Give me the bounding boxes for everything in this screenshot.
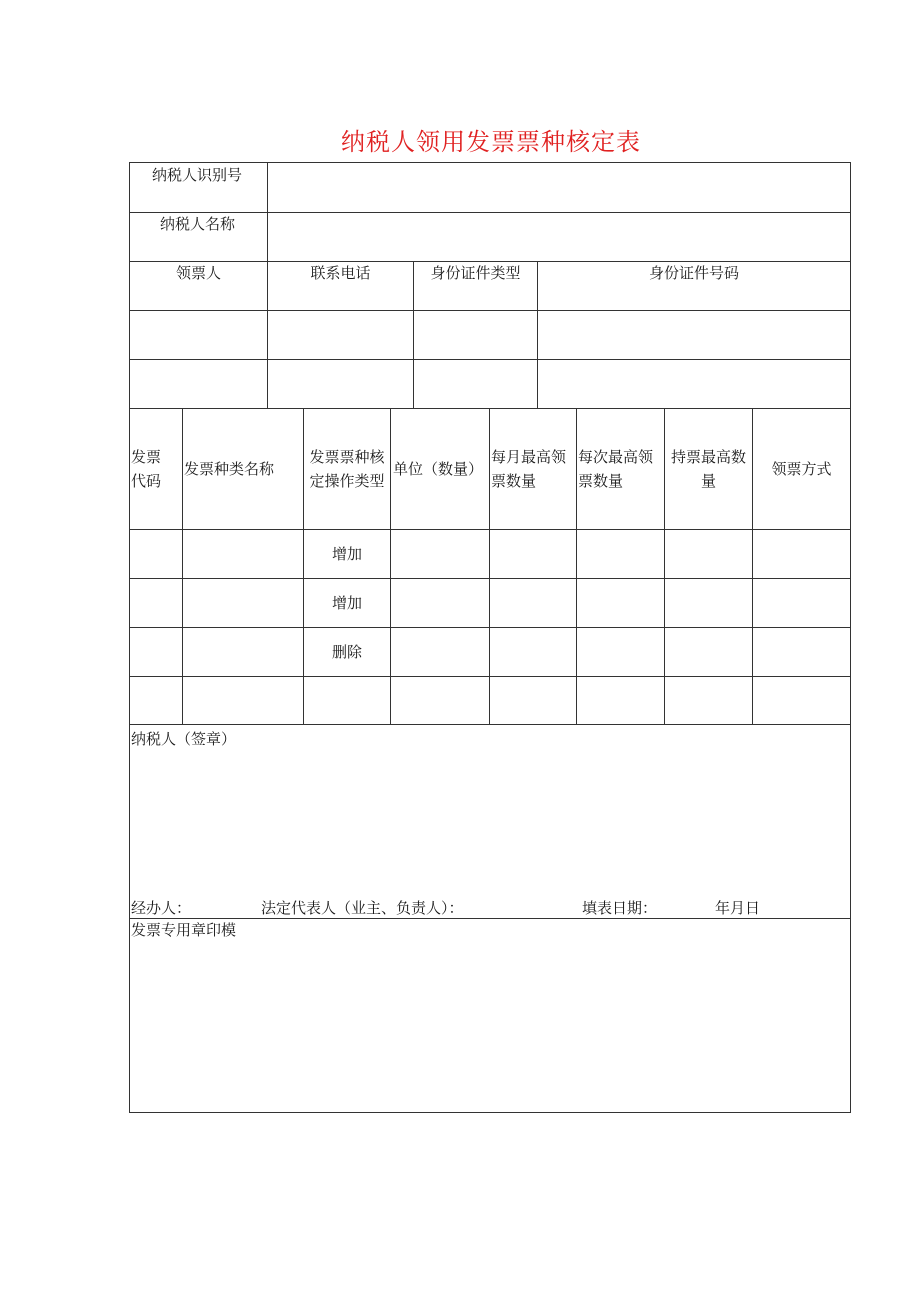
row-divider	[130, 724, 850, 725]
hold-max-header-line2: 量	[700, 472, 716, 490]
date-units-label: 年月日	[715, 899, 761, 917]
operation-cell: 增加	[331, 545, 362, 563]
phone-header: 联系电话	[310, 264, 371, 282]
taxpayer-id-label: 纳税人识别号	[152, 166, 243, 184]
col-divider	[489, 408, 490, 724]
operation-cell: 增加	[331, 594, 362, 612]
col-divider	[390, 408, 391, 724]
id-number-header: 身份证件号码	[648, 264, 739, 282]
row-divider	[130, 212, 850, 213]
invoice-code-header-line1: 发票	[131, 448, 162, 466]
recipient-header: 领票人	[175, 264, 221, 282]
legal-rep-label: 法定代表人（业主、负责人）：	[261, 899, 464, 917]
col-divider	[576, 408, 577, 724]
each-max-header-line1: 每次最高领	[578, 448, 654, 466]
id-type-header: 身份证件类型	[430, 264, 521, 282]
operation-header-line1: 发票票种核	[309, 448, 385, 466]
seal-section-label: 发票专用章印模	[131, 921, 237, 939]
col-divider	[752, 408, 753, 724]
form-table	[129, 162, 851, 1113]
taxpayer-name-label: 纳税人名称	[160, 215, 236, 233]
fill-date-label: 填表日期：	[582, 899, 658, 917]
row-divider	[130, 529, 850, 530]
invoice-name-header: 发票种类名称	[184, 460, 275, 478]
each-max-header-line2: 票数量	[578, 472, 624, 490]
row-divider	[130, 310, 850, 311]
invoice-code-header-line2: 代码	[131, 472, 162, 490]
row-divider	[130, 578, 850, 579]
operation-cell: 删除	[331, 643, 362, 661]
row-divider	[130, 627, 850, 628]
col-divider	[267, 163, 268, 408]
operation-header-line2: 定操作类型	[309, 472, 385, 490]
row-divider	[130, 359, 850, 360]
monthly-max-header-line1: 每月最高领	[491, 448, 567, 466]
form-title: 纳税人领用发票票种核定表	[341, 128, 641, 156]
hold-max-header-line1: 持票最高数	[670, 448, 746, 466]
row-divider	[130, 408, 850, 409]
taxpayer-seal-label: 纳税人（签章）	[131, 730, 237, 748]
col-divider	[182, 408, 183, 724]
row-divider	[130, 676, 850, 677]
unit-header: 单位（数量）	[393, 460, 484, 478]
method-header: 领票方式	[771, 460, 832, 478]
monthly-max-header-line2: 票数量	[491, 472, 537, 490]
handler-label: 经办人：	[131, 899, 192, 917]
